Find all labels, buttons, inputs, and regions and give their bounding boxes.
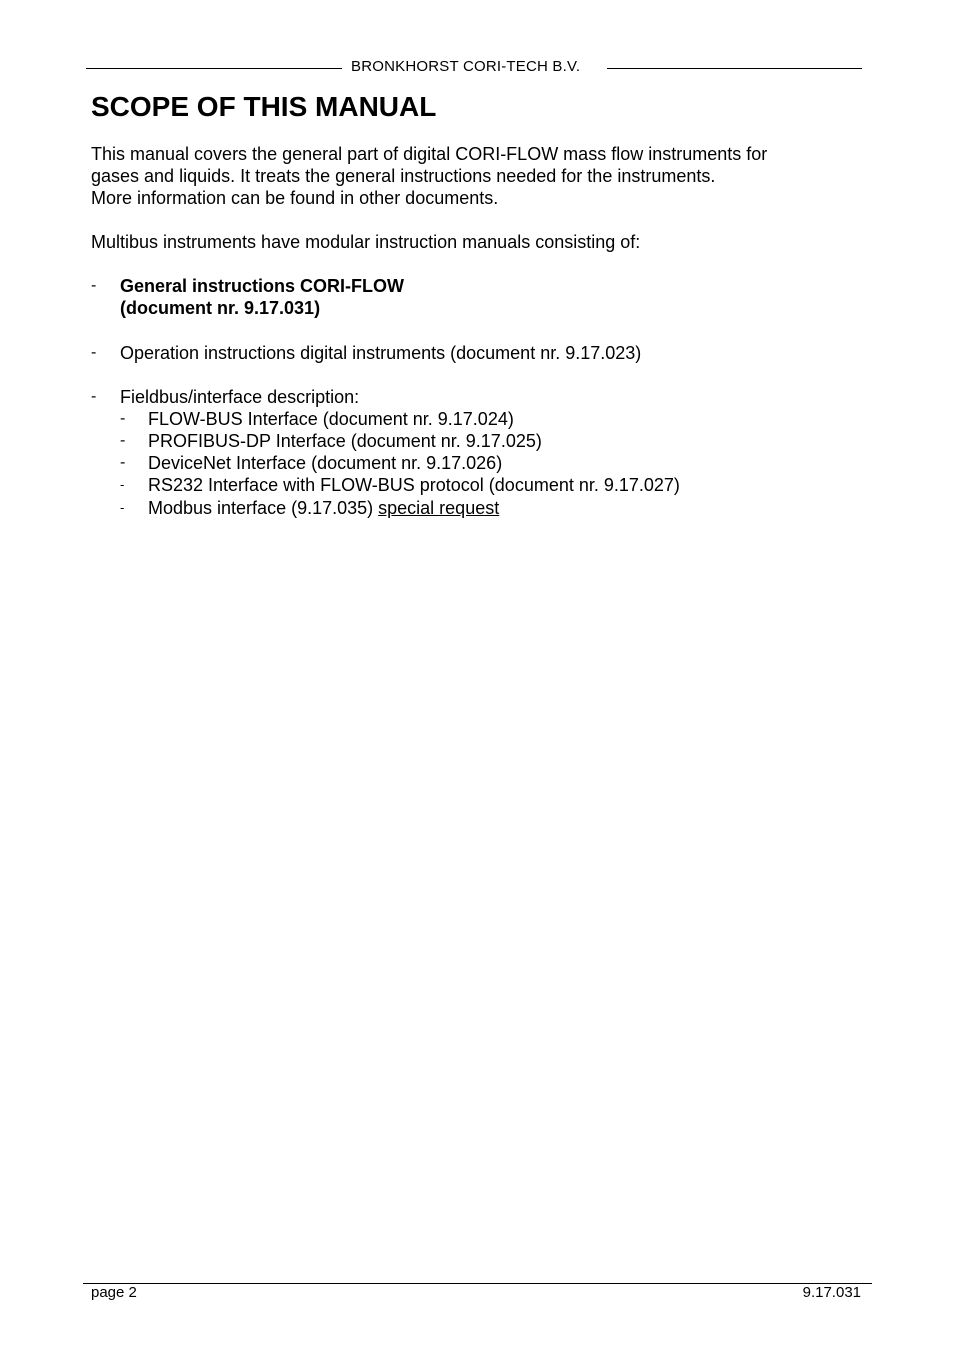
sub-item: FLOW-BUS Interface (document nr. 9.17.024) <box>148 409 514 429</box>
list-item-fieldbus: Fieldbus/interface description: <box>120 387 360 407</box>
list-item-general-line: (document nr. 9.17.031) <box>120 298 321 318</box>
special-request-note: special request <box>378 498 500 518</box>
sub-item: PROFIBUS-DP Interface (document nr. 9.17.025) <box>148 431 542 451</box>
bullet-dash: - <box>91 388 97 405</box>
header-rule-right <box>607 68 862 69</box>
sub-bullet-dash: - <box>120 477 125 492</box>
sub-bullet-dash: - <box>120 454 126 471</box>
list-item-general <box>120 275 404 319</box>
intro-paragraph <box>91 143 767 209</box>
footer-doc-number: 9.17.031 <box>802 1284 861 1301</box>
sub-item: RS232 Interface with FLOW-BUS protocol (document nr. 9.17.027) <box>148 475 680 495</box>
sub-item-modbus-text: Modbus interface (9.17.035) <box>148 498 379 518</box>
intro-line: More information can be found in other documents. <box>91 188 499 208</box>
sub-bullet-dash: - <box>120 432 126 449</box>
intro-line: This manual covers the general part of digital CORI-FLOW mass flow instruments for <box>91 144 768 164</box>
header-rule-left <box>86 68 342 69</box>
sub-bullet-dash: - <box>120 410 126 427</box>
list-item-general-line: General instructions CORI-FLOW <box>120 276 405 296</box>
bullet-dash: - <box>91 344 97 361</box>
footer-page-number: page 2 <box>91 1284 137 1301</box>
sub-item: DeviceNet Interface (document nr. 9.17.026) <box>148 453 503 473</box>
intro-line: gases and liquids. It treats the general instructions needed for the instruments. <box>91 166 716 186</box>
header-company: BRONKHORST CORI-TECH B.V. <box>351 58 581 75</box>
sub-item-modbus <box>148 497 499 519</box>
list-item-operation: Operation instructions digital instruments (document nr. 9.17.023) <box>120 343 642 363</box>
footer-rule <box>83 1283 872 1284</box>
sub-bullet-dash: - <box>120 500 125 515</box>
page-title: SCOPE OF THIS MANUAL <box>91 91 437 122</box>
page-header <box>86 57 862 77</box>
multibus-paragraph: Multibus instruments have modular instruction manuals consisting of: <box>91 232 641 252</box>
bullet-dash: - <box>91 277 97 294</box>
